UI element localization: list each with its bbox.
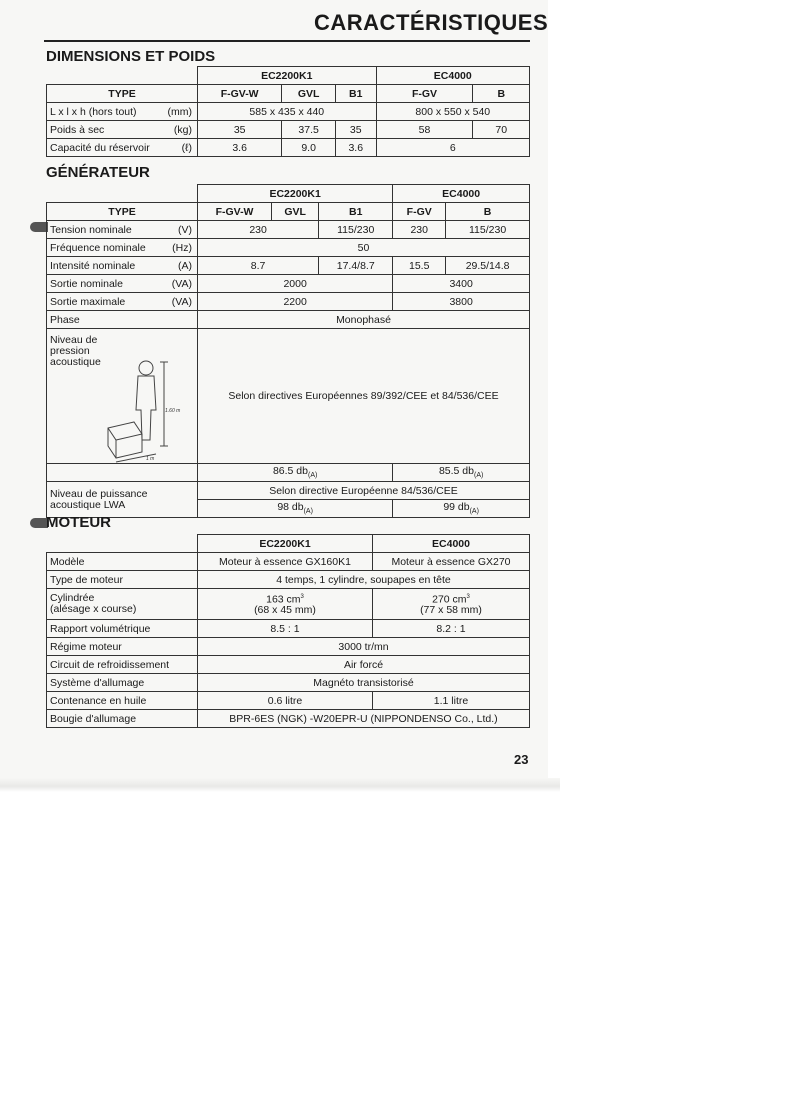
variant-header: B1 [319, 203, 393, 221]
value-cell: 3000 tr/mn [198, 638, 530, 656]
row-label: Sortie nominale [50, 277, 123, 290]
variant-header: B1 [335, 85, 376, 103]
value-cell: 585 x 435 x 440 [198, 103, 377, 121]
section-dimensions-title: DIMENSIONS ET POIDS [46, 48, 216, 65]
value-cell: 230 [393, 221, 446, 239]
subscript: (A) [307, 472, 318, 480]
value-cell: 800 x 550 x 540 [376, 103, 529, 121]
value-cell: 3.6 [198, 139, 282, 157]
table-row [47, 553, 530, 571]
value-cell: 270 cm [432, 593, 467, 606]
variant-header: F-GV-W [198, 203, 272, 221]
value-cell: 163 cm [266, 593, 301, 606]
variant-header: GVL [272, 203, 319, 221]
value-cell: 6 [376, 139, 529, 157]
value-cell: 115/230 [319, 221, 393, 239]
page-title: CARACTÉRISTIQUES [314, 10, 549, 35]
noise-measurement-illustration [94, 348, 194, 468]
value-cell: Selon directive Européenne 84/536/CEE [198, 482, 530, 500]
value-cell: BPR-6ES (NGK) -W20EPR-U (NIPPONDENSO Co., Ltd.) [198, 710, 530, 728]
value-cell: 86.5 db [272, 465, 308, 478]
type-header: TYPE [47, 203, 198, 221]
variant-header: F-GV-W [198, 85, 282, 103]
row-unit: (VA) [171, 277, 192, 290]
row-unit: (kg) [173, 123, 192, 136]
row-label: Intensité nominale [50, 259, 136, 272]
table-row [47, 638, 530, 656]
row-label: Tension nominale [50, 223, 132, 236]
table-row [47, 257, 530, 275]
table-row [47, 293, 530, 311]
row-label: Sortie maximale [50, 295, 126, 308]
row-label: Rapport volumétrique [47, 620, 198, 638]
value-cell: 4 temps, 1 cylindre, soupapes en tête [198, 571, 530, 589]
value-cell: 99 db [443, 501, 470, 514]
row-label: Fréquence nominale [50, 241, 146, 254]
value-cell: 15.5 [393, 257, 446, 275]
value-cell: 70 [473, 121, 530, 139]
row-label: Circuit de refroidissement [47, 656, 198, 674]
value-cell: 58 [376, 121, 473, 139]
dimensions-table [46, 66, 530, 157]
model-header: EC2200K1 [198, 535, 373, 553]
value-cell: (68 x 45 mm) [254, 604, 316, 617]
value-cell: 3800 [393, 293, 530, 311]
table-row [47, 121, 530, 139]
table-row [47, 103, 530, 121]
table-row [47, 139, 530, 157]
table-row [47, 571, 530, 589]
row-label: Type de moteur [47, 571, 198, 589]
variant-header: F-GV [376, 85, 473, 103]
value-cell: 3.6 [335, 139, 376, 157]
value-cell: 8.2 : 1 [373, 620, 530, 638]
table-row [47, 482, 530, 500]
row-label: Phase [47, 311, 198, 329]
value-cell: 98 db [277, 501, 304, 514]
row-unit: (Hz) [172, 241, 192, 254]
superscript: 3 [300, 593, 304, 600]
title-rule [44, 40, 530, 42]
variant-header: B [446, 203, 530, 221]
row-label: L x l x h (hors tout) [50, 105, 137, 118]
value-cell: 35 [335, 121, 376, 139]
variant-header: GVL [282, 85, 336, 103]
value-cell: Moteur à essence GX160K1 [198, 553, 373, 571]
value-cell: 29.5/14.8 [446, 257, 530, 275]
model-header: EC4000 [376, 67, 529, 85]
value-cell: 50 [198, 239, 530, 257]
subscript: (A) [469, 508, 479, 516]
row-label: (alésage x course) [50, 603, 137, 615]
table-row [47, 674, 530, 692]
value-cell: 85.5 db [438, 465, 474, 478]
row-label: Bougie d'allumage [47, 710, 198, 728]
value-cell: 9.0 [282, 139, 336, 157]
model-header: EC2200K1 [198, 67, 377, 85]
subscript: (A) [303, 508, 313, 516]
model-header: EC4000 [393, 185, 530, 203]
row-unit: (mm) [167, 105, 192, 118]
value-cell: 0.6 litre [198, 692, 373, 710]
table-row [47, 620, 530, 638]
superscript: 3 [466, 593, 470, 600]
row-unit: (ℓ) [181, 141, 192, 154]
value-cell: Selon directives Européennes 89/392/CEE et 84/536/CEE [198, 329, 530, 464]
value-cell: 230 [198, 221, 319, 239]
value-cell: (77 x 58 mm) [420, 604, 482, 617]
table-row [47, 239, 530, 257]
section-generator-title: GÉNÉRATEUR [46, 164, 150, 181]
subscript: (A) [473, 472, 484, 480]
table-row [47, 656, 530, 674]
table-row [47, 692, 530, 710]
value-cell: 8.5 : 1 [198, 620, 373, 638]
row-label: Système d'allumage [47, 674, 198, 692]
value-cell: 3400 [393, 275, 530, 293]
variant-header: F-GV [393, 203, 446, 221]
row-label: Cylindrée [50, 592, 95, 604]
section-engine-title: MOTEUR [46, 514, 111, 531]
row-label: Modèle [47, 553, 198, 571]
value-cell: 2200 [198, 293, 393, 311]
value-cell: Air forcé [198, 656, 530, 674]
table-row [47, 275, 530, 293]
value-cell: 2000 [198, 275, 393, 293]
model-header: EC2200K1 [198, 185, 393, 203]
table-row [47, 589, 530, 620]
row-unit: (VA) [171, 295, 192, 308]
value-cell: Magnéto transistorisé [198, 674, 530, 692]
value-cell: Monophasé [198, 311, 530, 329]
engine-table [46, 534, 530, 728]
value-cell: 17.4/8.7 [319, 257, 393, 275]
value-cell: 35 [198, 121, 282, 139]
table-row [47, 221, 530, 239]
value-cell: 115/230 [446, 221, 530, 239]
figure-distance-label: 1 m [146, 456, 155, 462]
row-unit: (A) [178, 259, 192, 272]
row-unit: (V) [178, 223, 192, 236]
value-cell: 1.1 litre [373, 692, 530, 710]
table-row [47, 710, 530, 728]
figure-height-label: 1.60 m [165, 408, 181, 414]
row-label: Niveau de puissance acoustique LWA [47, 482, 198, 518]
table-row [47, 311, 530, 329]
row-label: Capacité du réservoir [50, 141, 150, 154]
value-cell: 37.5 [282, 121, 336, 139]
row-label: Niveau de pression acoustique [50, 334, 101, 368]
value-cell: Moteur à essence GX270 [373, 553, 530, 571]
variant-header: B [473, 85, 530, 103]
row-label: Poids à sec [50, 123, 105, 136]
type-header: TYPE [47, 85, 198, 103]
model-header: EC4000 [373, 535, 530, 553]
row-label: Régime moteur [47, 638, 198, 656]
page-number: 23 [514, 752, 529, 767]
value-cell: 8.7 [198, 257, 319, 275]
page-fold [0, 778, 560, 792]
row-label: Contenance en huile [47, 692, 198, 710]
